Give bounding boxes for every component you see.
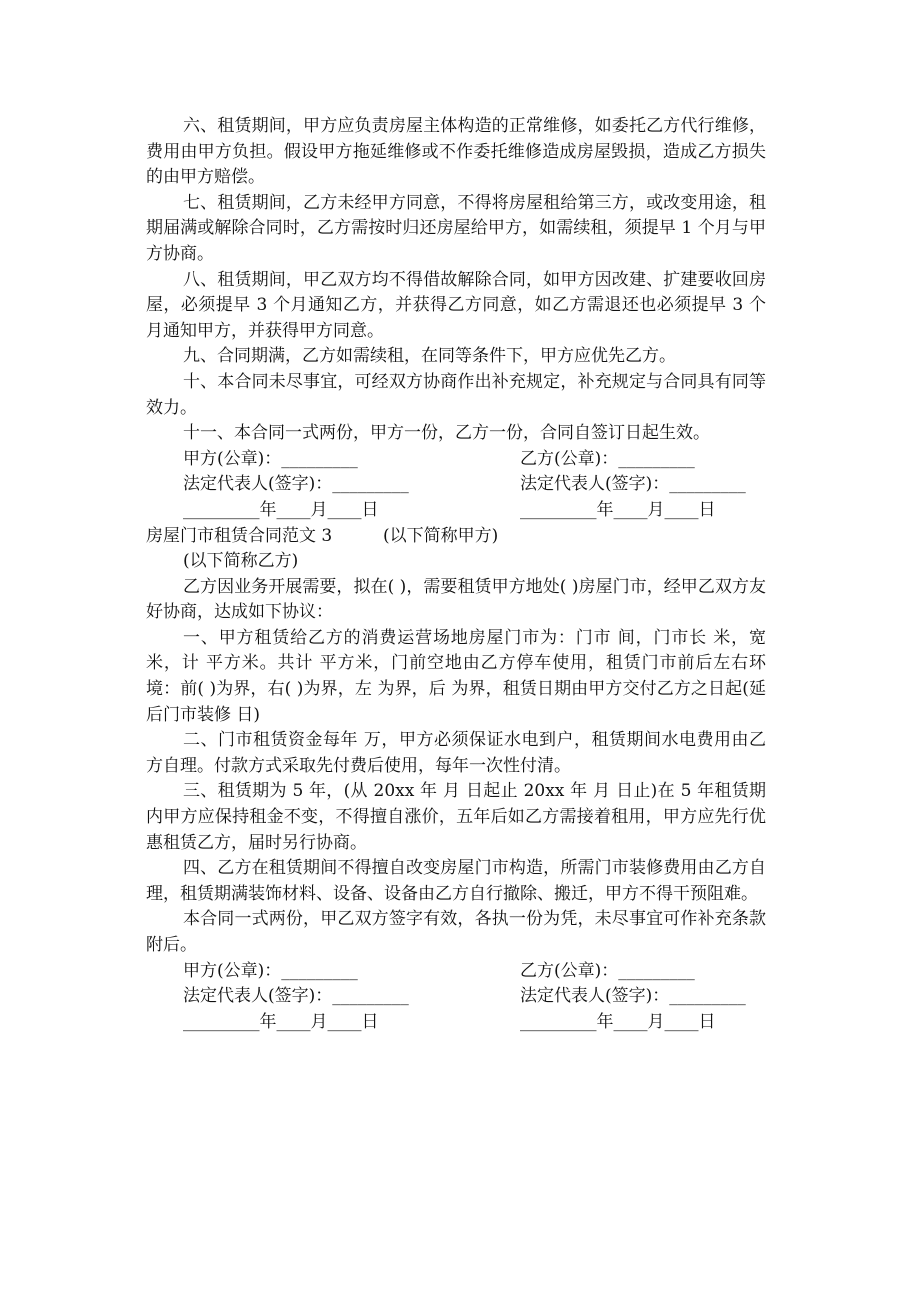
signature-date-row-2: [146, 1010, 766, 1036]
clause-10: 十、本合同未尽事宜，可经双方协商作出补充规定，补充规定与合同具有同等效力。: [146, 371, 766, 418]
party-b-seal-2: 乙方(公章)：_________: [520, 960, 695, 981]
article-1: 一、甲方租赁给乙方的消费运营场地房屋门市为：门市 间，门市长 米，宽 米，计 平方米。共计 平方米，门前空地由乙方停车使用，租赁门市前后左右环境：前( )为界，右( )为界，左 为界，后 为界，租赁日期由甲方交付乙方之日起(延后门市装修 日): [146, 627, 766, 725]
signature-date-row: [146, 498, 766, 524]
intro-paragraph: 乙方因业务开展需要，拟在( )，需要租赁甲方地处( )房屋门市，经甲乙双方友好协商，达成如下协议：: [146, 576, 766, 623]
signature-party-row: [146, 447, 766, 473]
party-a-alias: (以下简称甲方): [383, 525, 499, 546]
contract-title: 房屋门市租赁合同范文 3: [146, 525, 333, 546]
signature-rep-row-2: [146, 984, 766, 1010]
clause-9: 九、合同期满，乙方如需续租，在同等条件下，甲方应优先乙方。: [183, 346, 676, 367]
party-a-date: _________年____月____日: [183, 499, 379, 520]
party-b-representative: 法定代表人(签字)：_________: [520, 474, 746, 495]
contract-title-row: [146, 524, 766, 550]
party-a-representative: 法定代表人(签字)：_________: [183, 474, 409, 495]
clause-8: 八、租赁期间，甲乙双方均不得借故解除合同，如甲方因改建、扩建要收回房屋，必须提早 3 个月通知乙方，并获得乙方同意，如乙方需退还也必须提早 3 个月通知甲方，并获得甲方同意。: [146, 269, 766, 341]
clause-11: 十一、本合同一式两份，甲方一份，乙方一份，合同自签订日起生效。: [183, 423, 710, 444]
clause-6: 六、租赁期间，甲方应负责房屋主体构造的正常维修，如委托乙方代行维修，费用由甲方负担。假设甲方拖延维修或不作委托维修造成房屋毁损，造成乙方损失的由甲方赔偿。: [146, 116, 766, 188]
article-3: 三、租赁期为 5 年，(从 20xx 年 月 日起止 20xx 年 月 日止)在 5 年租赁期内甲方应保持租金不变，不得擅自涨价，五年后如乙方需接着租用，甲方应先行优惠租赁乙方，届时另行协商。: [146, 781, 766, 853]
document-page: [146, 114, 766, 1035]
party-a-seal: 甲方(公章)：_________: [183, 448, 358, 469]
party-b-date-2: _________年____月____日: [520, 1011, 716, 1032]
signature-rep-row: [146, 472, 766, 498]
clause-7: 七、租赁期间，乙方未经甲方同意，不得将房屋租给第三方，或改变用途，租期届满或解除合同时，乙方需按时归还房屋给甲方，如需续租，须提早 1 个月与甲方协商。: [146, 192, 766, 264]
party-b-alias: (以下简称乙方): [183, 551, 299, 572]
party-a-seal-2: 甲方(公章)：_________: [183, 960, 358, 981]
party-b-date: _________年____月____日: [520, 499, 716, 520]
article-2: 二、门市租赁资金每年 万，甲方必须保证水电到户，租赁期间水电费用由乙方自理。付款方式采取先付费后使用，每年一次性付清。: [146, 730, 766, 776]
article-4: 四、乙方在租赁期间不得擅自改变房屋门市构造，所需门市装修费用由乙方自理，租赁期满装饰材料、设备、设备由乙方自行撤除、搬迁，甲方不得干预阻难。: [146, 858, 766, 904]
party-a-representative-2: 法定代表人(签字)：_________: [183, 986, 409, 1007]
signature-party-row-2: [146, 959, 766, 985]
party-a-date-2: _________年____月____日: [183, 1011, 379, 1032]
closing-paragraph: 本合同一式两份，甲乙双方签字有效，各执一份为凭，未尽事宜可作补充条款附后。: [146, 909, 766, 955]
party-b-representative-2: 法定代表人(签字)：_________: [520, 986, 746, 1007]
party-b-seal: 乙方(公章)：_________: [520, 448, 695, 469]
